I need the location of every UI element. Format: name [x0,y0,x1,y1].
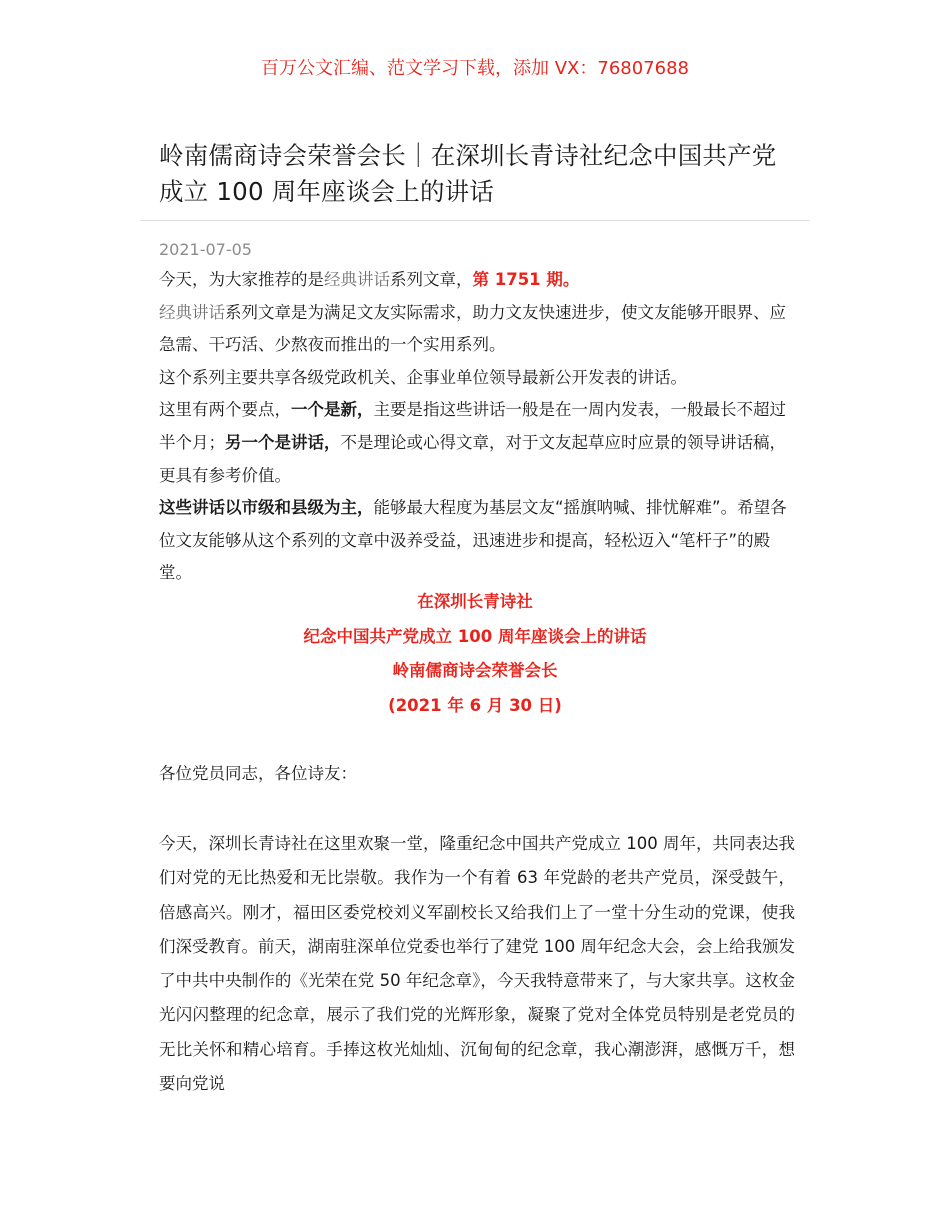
article-title: 岭南儒商诗会荣誉会长｜在深圳长青诗社纪念中国共产党成立 100 周年座谈会上的讲话 [159,141,777,206]
publish-date: 2021-07-05 [159,240,252,259]
series-name: 经典讲话 [159,302,225,322]
intro-paragraph-5: 这些讲话以市级和县级为主，能够最大程度为基层文友“摇旗呐喊、排忧解难”。希望各位文友能够从这个系列的文章中汲养受益，迅速进步和提高，轻松迈入“笔杆子”的殿堂。 [159,498,787,583]
title-divider [140,220,810,221]
speech-heading-speaker: 岭南儒商诗会荣誉会长 [392,661,558,680]
speech-heading-venue: 在深圳长青诗社 [417,592,533,611]
issue-number: 第 1751 期。 [472,270,580,289]
speech-heading-date: (2021 年 6 月 30 日) [388,695,562,715]
speech-heading [159,585,791,723]
intro-section [159,264,795,590]
promo-banner: 百万公文汇编、范文学习下载，添加 VX：76807688 [261,58,689,79]
intro-paragraph-4: 这里有两个要点，一个是新，主要是指这些讲话一般是在一周内发表，一般最长不超过半个月；另一个是讲话，不是理论或心得文章，对于文友起草应时应景的领导讲话稿，更具有参考价值。 [159,400,786,485]
series-name: 经典讲话 [324,270,390,289]
intro-paragraph-1: 今天，为大家推荐的是经典讲话系列文章，第 1751 期。 [159,270,580,289]
speech-heading-title: 纪念中国共产党成立 100 周年座谈会上的讲话 [303,626,647,646]
speech-greeting: 各位党员同志，各位诗友： [159,764,357,783]
intro-paragraph-3: 这个系列主要共享各级党政机关、企事业单位领导最新公开发表的讲话。 [159,367,687,387]
intro-paragraph-2: 经典讲话系列文章是为满足文友实际需求，助力文友快速进步，使文友能够开眼界、应急需、干巧活、少熬夜而推出的一个实用系列。 [159,302,786,355]
speech-paragraph: 今天，深圳长青诗社在这里欢聚一堂，隆重纪念中国共产党成立 100 周年，共同表达我们对党的无比热爱和无比崇敬。我作为一个有着 63 年党龄的老共产党员，深受鼓午，倍感高兴。刚才，福田区委党校刘义军副校长又给我们上了一堂十分生动的党课，使我们深受教育。前天，湖南驻深单位党委也举行了建党 100 周年纪念大会，会上给我颁发了中共中央制作的《光荣在党 50 年纪念章》，今天我特意带来了，与大家共享。这枚金光闪闪整理的纪念章，展示了我们党的光辉形象，凝聚了党对全体党员特别是老党员的无比关怀和精心培育。手捧这枚光灿灿、沉甸甸的纪念章，我心潮澎湃，感慨万千，想要向党说 [159,834,795,1094]
